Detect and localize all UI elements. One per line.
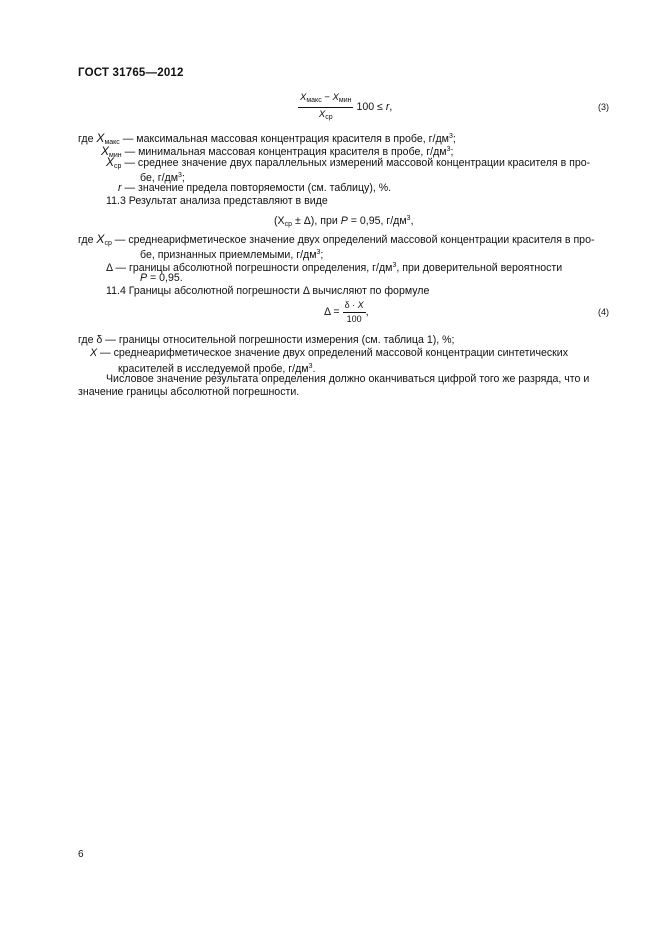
formula-4: Δ = $\frac{\delta \cdot X}{100}$ , [324, 300, 369, 324]
def-delta: Δ — границы абсолютной погрешности определения, $г/дм^3$, при доверительной вероятности [106, 262, 563, 274]
def-x-max: где $X_{макс}$ — максимальная массовая концентрация красителя в пробе, $г/дм^3$; [78, 131, 456, 146]
formula-3-tail: 100 ≤ r, [356, 101, 393, 113]
formula-4-numerator: δ · X [343, 300, 366, 313]
final-paragraph-line-2: значение границы абсолютной погрешности. [78, 386, 300, 398]
def-x-min: $X_{мин}$ — минимальная массовая концентрация красителя в пробе, $г/дм^3$; [101, 144, 454, 159]
equation-number-4: (4) [598, 307, 609, 317]
formula-result: $(X_{ср} \pm \Delta)$, при P = 0,95, $г/дм^3$, [274, 215, 414, 228]
formula-3-denominator: $X_{ср}$ [318, 109, 333, 121]
symbol-x: X [96, 232, 105, 246]
final-paragraph-line-1: Числовое значение результата определения должно оканчиваться цифрой того же разряда, что и [106, 373, 590, 385]
def-delta-rel: где δ — границы относительной погрешности измерения (см. таблица 1), %; [78, 334, 455, 346]
page-number: 6 [78, 849, 84, 860]
def-delta-cont: P = 0,95. [140, 272, 183, 284]
def-x-avg-result-cont: бе, признанных приемлемыми, $г/дм^3$; [140, 249, 324, 261]
def-x-mean-cont: красителей в исследуемой пробе, $г/дм^3$. [118, 363, 316, 375]
symbol-x: X [96, 131, 105, 145]
def-r: r — значение предела повторяемости (см. таблицу), %. [118, 182, 392, 194]
formula-3-numerator: $X_{макс} - X_{мин}$ [298, 92, 353, 108]
formula-3-fraction [298, 92, 353, 123]
formula-3 [298, 92, 392, 123]
page-header: ГОСТ 31765—2012 [78, 67, 184, 79]
section-11-3: 11.3 Результат анализа представляют в виде [106, 195, 328, 207]
def-x-mean: X — среднеарифметическое значение двух определений массовой концентрации синтетических [90, 347, 569, 359]
formula-4-denominator: 100 [346, 314, 362, 324]
symbol-x: X [101, 144, 110, 158]
formula-4-fraction [343, 300, 366, 325]
section-11-4: 11.4 Границы абсолютной погрешности Δ вычисляют по формуле [106, 285, 430, 297]
def-x-avg-result: где $X_{ср}$ — среднеарифметическое значение двух определений массовой концентрации красителя в про- [78, 232, 595, 247]
equation-number-3: (3) [598, 102, 609, 112]
symbol-x: X [106, 155, 115, 169]
def-x-avg-cont: бе, $г/дм^3$; [140, 172, 185, 184]
def-x-avg: $X_{ср}$ — среднее значение двух параллельных измерений массовой концентрации красителя в про- [106, 155, 591, 170]
